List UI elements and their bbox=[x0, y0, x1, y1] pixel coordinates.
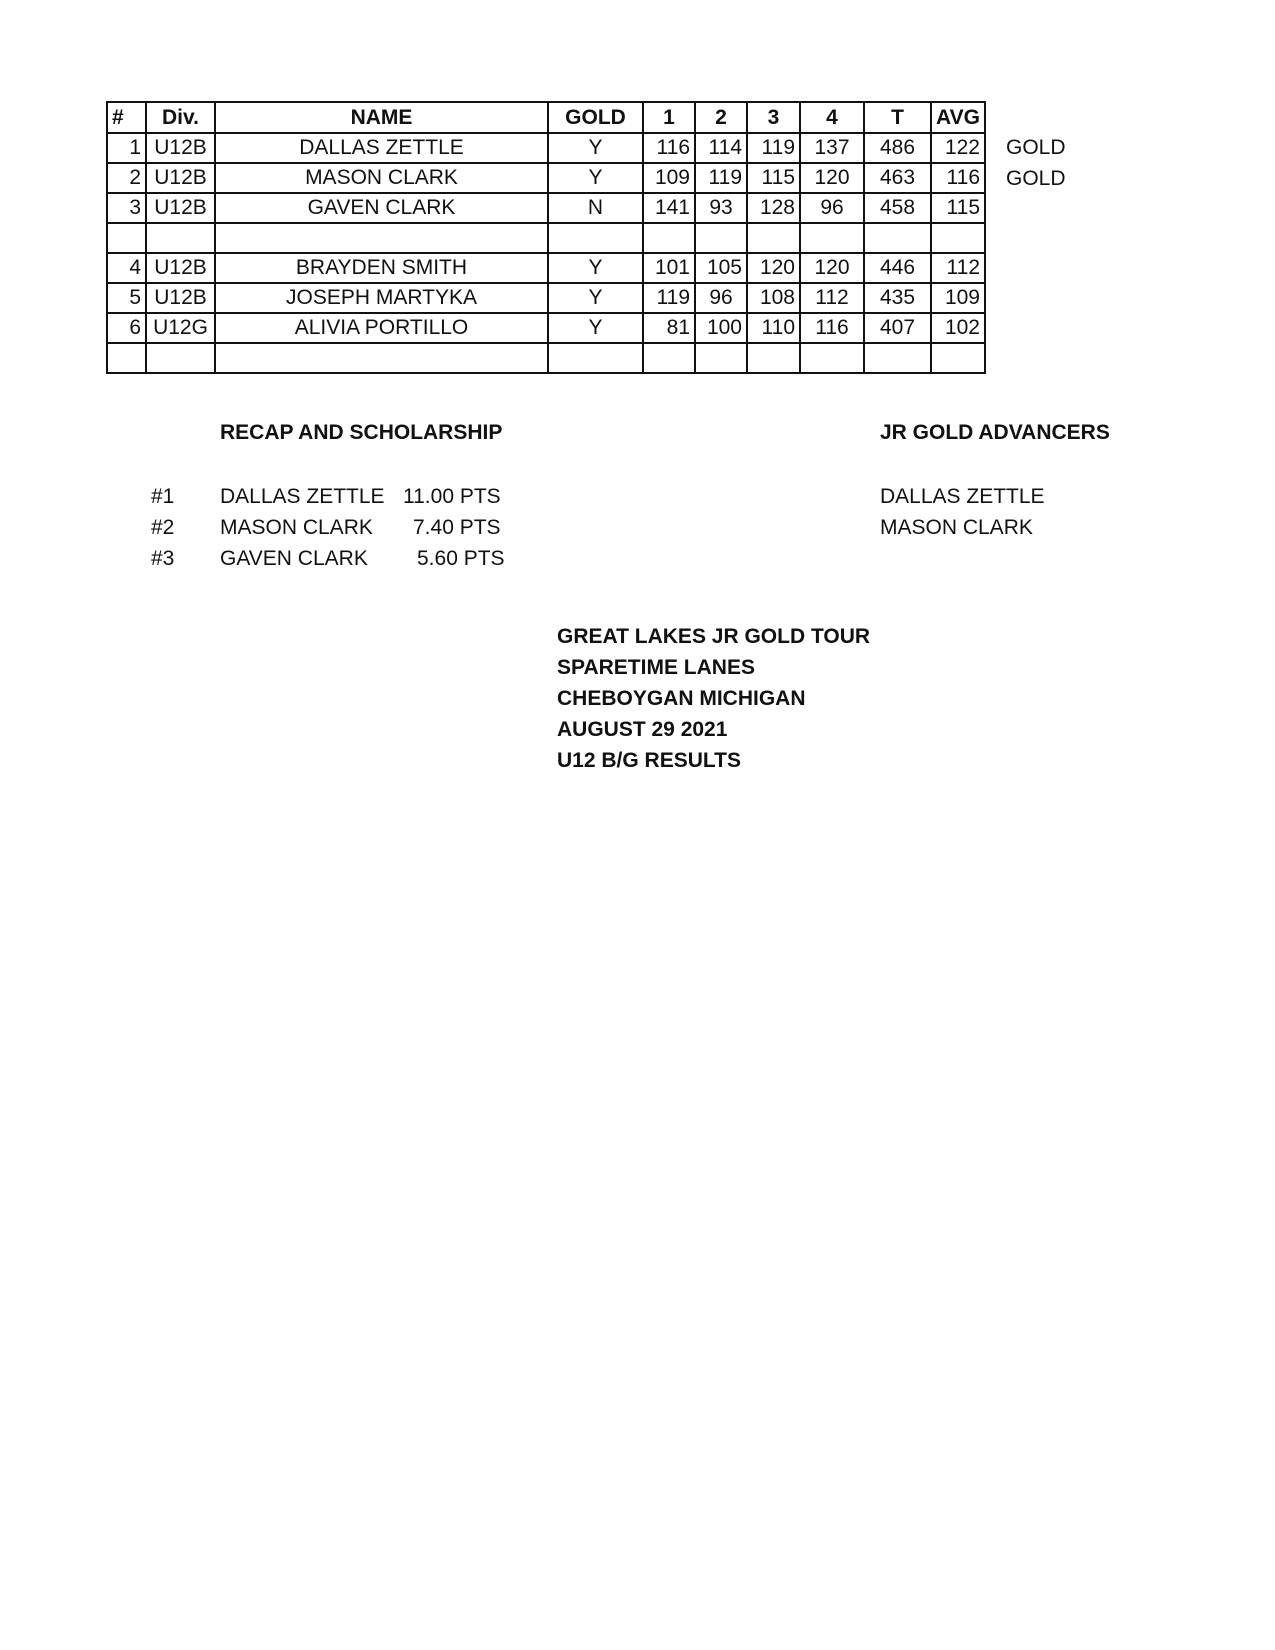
recap-points: 11.00 PTS bbox=[403, 485, 501, 508]
cell-gold: Y bbox=[548, 283, 643, 313]
event-location: CHEBOYGAN MICHIGAN bbox=[557, 687, 806, 710]
cell-game-2: 100 bbox=[695, 313, 747, 343]
cell-game-4 bbox=[800, 223, 864, 253]
cell-division bbox=[146, 223, 215, 253]
header-total: T bbox=[864, 102, 931, 133]
advancer-name: DALLAS ZETTLE bbox=[880, 485, 1045, 508]
table-row bbox=[107, 193, 985, 223]
cell-game-4: 96 bbox=[800, 193, 864, 223]
header-game-3: 3 bbox=[747, 102, 800, 133]
cell-game-4: 112 bbox=[800, 283, 864, 313]
cell-average: 115 bbox=[931, 193, 985, 223]
cell-game-2: 96 bbox=[695, 283, 747, 313]
recap-name: DALLAS ZETTLE bbox=[220, 485, 385, 508]
cell-game-3: 108 bbox=[747, 283, 800, 313]
cell-game-2: 105 bbox=[695, 253, 747, 283]
event-venue: SPARETIME LANES bbox=[557, 656, 755, 679]
cell-name bbox=[215, 223, 548, 253]
cell-game-4: 120 bbox=[800, 163, 864, 193]
cell-game-1 bbox=[643, 343, 695, 373]
cell-rank: 5 bbox=[107, 283, 146, 313]
recap-points: 5.60 PTS bbox=[417, 547, 505, 570]
cell-rank: 3 bbox=[107, 193, 146, 223]
cell-game-1: 81 bbox=[643, 313, 695, 343]
recap-name: MASON CLARK bbox=[220, 516, 373, 539]
cell-name: GAVEN CLARK bbox=[215, 193, 548, 223]
cell-game-2: 114 bbox=[695, 133, 747, 163]
table-row-blank bbox=[107, 223, 985, 253]
table-row bbox=[107, 313, 985, 343]
cell-game-4: 120 bbox=[800, 253, 864, 283]
cell-division: U12B bbox=[146, 193, 215, 223]
cell-average: 109 bbox=[931, 283, 985, 313]
table-row bbox=[107, 283, 985, 313]
cell-gold: Y bbox=[548, 163, 643, 193]
gold-notes bbox=[1006, 132, 1066, 194]
cell-game-2: 119 bbox=[695, 163, 747, 193]
cell-game-1: 116 bbox=[643, 133, 695, 163]
gold-note: GOLD bbox=[1006, 136, 1066, 159]
cell-gold: N bbox=[548, 193, 643, 223]
cell-division: U12B bbox=[146, 253, 215, 283]
header-gold: GOLD bbox=[548, 102, 643, 133]
cell-rank: 2 bbox=[107, 163, 146, 193]
cell-division bbox=[146, 343, 215, 373]
cell-game-2: 93 bbox=[695, 193, 747, 223]
cell-game-3: 120 bbox=[747, 253, 800, 283]
table-row bbox=[107, 133, 985, 163]
header-division: Div. bbox=[146, 102, 215, 133]
recap-rank: #1 bbox=[151, 485, 175, 508]
cell-game-1: 109 bbox=[643, 163, 695, 193]
cell-game-1: 141 bbox=[643, 193, 695, 223]
cell-gold bbox=[548, 343, 643, 373]
cell-gold: Y bbox=[548, 313, 643, 343]
cell-average bbox=[931, 343, 985, 373]
recap-points: 7.40 PTS bbox=[413, 516, 501, 539]
cell-game-3: 119 bbox=[747, 133, 800, 163]
cell-total: 446 bbox=[864, 253, 931, 283]
cell-gold: Y bbox=[548, 133, 643, 163]
cell-division: U12B bbox=[146, 133, 215, 163]
cell-game-3: 115 bbox=[747, 163, 800, 193]
cell-name: JOSEPH MARTYKA bbox=[215, 283, 548, 313]
cell-average bbox=[931, 223, 985, 253]
table-row-blank bbox=[107, 343, 985, 373]
cell-average: 102 bbox=[931, 313, 985, 343]
cell-division: U12B bbox=[146, 163, 215, 193]
cell-division: U12B bbox=[146, 283, 215, 313]
cell-average: 122 bbox=[931, 133, 985, 163]
advancers-heading: JR GOLD ADVANCERS bbox=[880, 421, 1110, 444]
event-results-label: U12 B/G RESULTS bbox=[557, 749, 741, 772]
cell-division: U12G bbox=[146, 313, 215, 343]
cell-name: ALIVIA PORTILLO bbox=[215, 313, 548, 343]
gold-note: GOLD bbox=[1006, 167, 1066, 190]
header-game-1: 1 bbox=[643, 102, 695, 133]
cell-game-3: 128 bbox=[747, 193, 800, 223]
cell-game-2 bbox=[695, 343, 747, 373]
event-title: GREAT LAKES JR GOLD TOUR bbox=[557, 625, 871, 648]
cell-average: 116 bbox=[931, 163, 985, 193]
event-date: AUGUST 29 2021 bbox=[557, 718, 728, 741]
cell-rank: 4 bbox=[107, 253, 146, 283]
results-table bbox=[106, 101, 986, 374]
header-game-2: 2 bbox=[695, 102, 747, 133]
cell-game-1: 101 bbox=[643, 253, 695, 283]
cell-average: 112 bbox=[931, 253, 985, 283]
cell-game-4 bbox=[800, 343, 864, 373]
cell-rank bbox=[107, 343, 146, 373]
cell-game-3: 110 bbox=[747, 313, 800, 343]
recap-rank: #3 bbox=[151, 547, 175, 570]
cell-gold: Y bbox=[548, 253, 643, 283]
recap-name: GAVEN CLARK bbox=[220, 547, 368, 570]
cell-game-1: 119 bbox=[643, 283, 695, 313]
cell-game-1 bbox=[643, 223, 695, 253]
header-average: AVG bbox=[931, 102, 985, 133]
cell-rank: 6 bbox=[107, 313, 146, 343]
cell-game-3 bbox=[747, 343, 800, 373]
cell-total: 458 bbox=[864, 193, 931, 223]
event-info bbox=[557, 621, 870, 776]
cell-total bbox=[864, 343, 931, 373]
table-header-row bbox=[107, 102, 985, 133]
cell-game-4: 137 bbox=[800, 133, 864, 163]
cell-name: BRAYDEN SMITH bbox=[215, 253, 548, 283]
table-row bbox=[107, 253, 985, 283]
cell-total: 486 bbox=[864, 133, 931, 163]
cell-total: 435 bbox=[864, 283, 931, 313]
header-game-4: 4 bbox=[800, 102, 864, 133]
header-rank: # bbox=[107, 102, 146, 133]
header-name: NAME bbox=[215, 102, 548, 133]
cell-name bbox=[215, 343, 548, 373]
cell-name: DALLAS ZETTLE bbox=[215, 133, 548, 163]
recap-heading: RECAP AND SCHOLARSHIP bbox=[220, 421, 503, 444]
cell-gold bbox=[548, 223, 643, 253]
table-row bbox=[107, 163, 985, 193]
cell-name: MASON CLARK bbox=[215, 163, 548, 193]
recap-rank: #2 bbox=[151, 516, 175, 539]
cell-total bbox=[864, 223, 931, 253]
cell-game-3 bbox=[747, 223, 800, 253]
cell-total: 407 bbox=[864, 313, 931, 343]
cell-game-2 bbox=[695, 223, 747, 253]
cell-total: 463 bbox=[864, 163, 931, 193]
advancers-list bbox=[880, 481, 1045, 543]
cell-rank: 1 bbox=[107, 133, 146, 163]
cell-game-4: 116 bbox=[800, 313, 864, 343]
advancer-name: MASON CLARK bbox=[880, 516, 1033, 539]
cell-rank bbox=[107, 223, 146, 253]
